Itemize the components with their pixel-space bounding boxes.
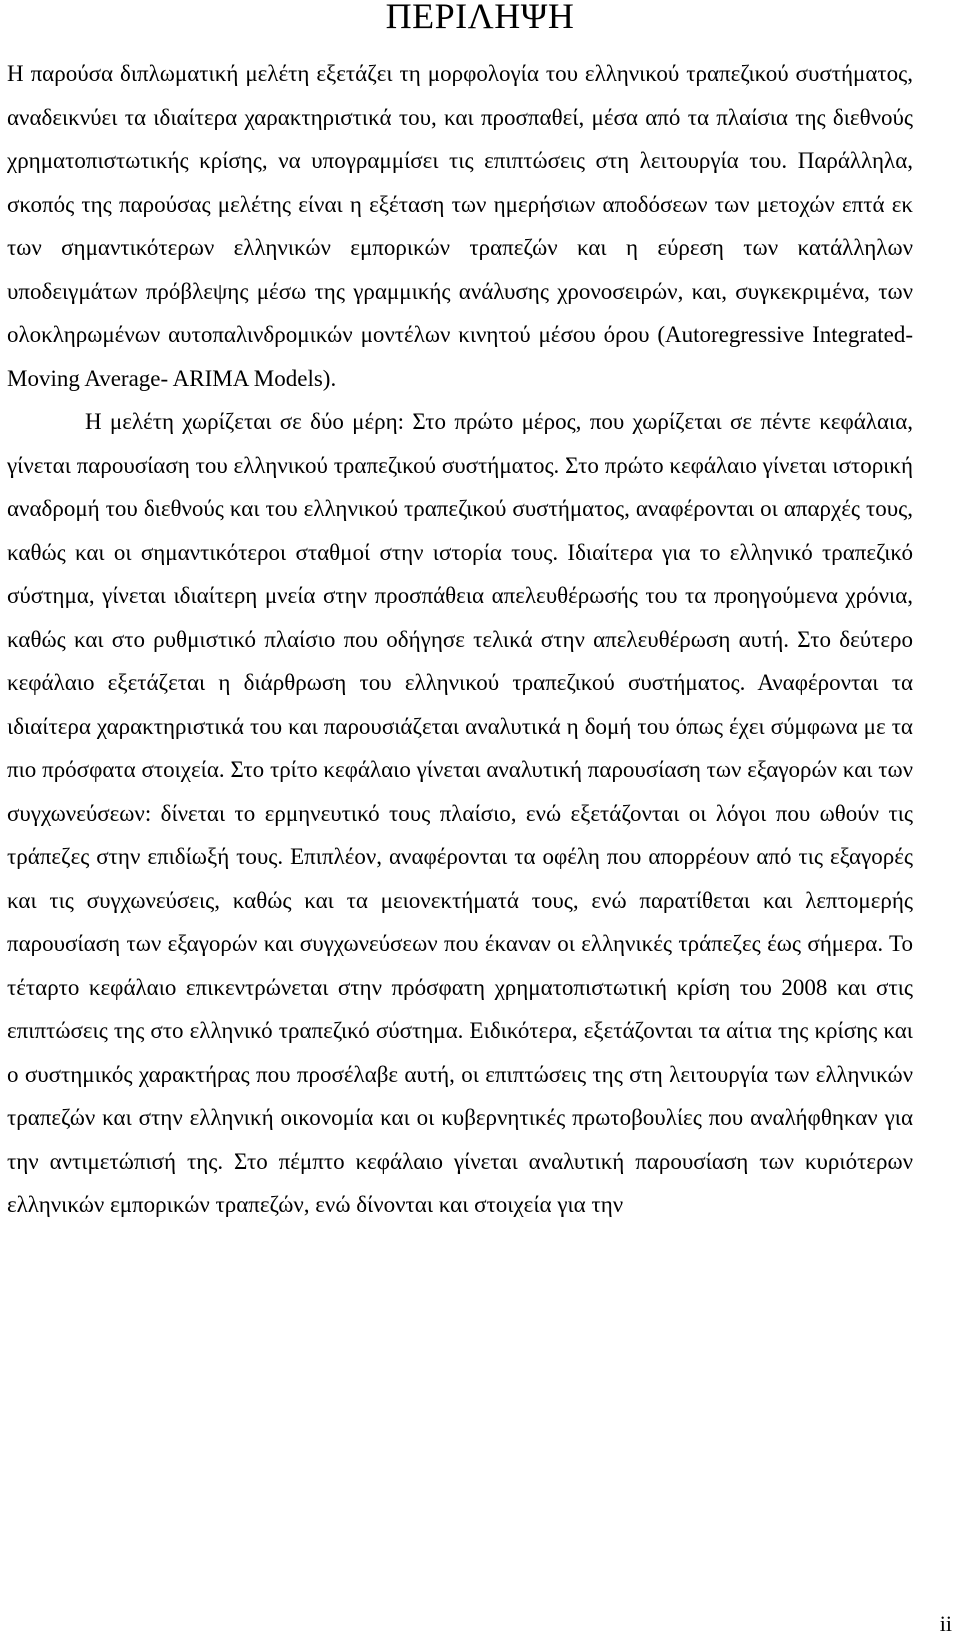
abstract-body bbox=[7, 52, 913, 1227]
abstract-paragraph-2: Η μελέτη χωρίζεται σε δύο μέρη: Στο πρώτο μέρος, που χωρίζεται σε πέντε κεφάλαια, γίνεται παρουσίαση του ελληνικού τραπεζικού συστήματος. Στο πρώτο κεφάλαιο γίνεται ιστορική αναδρομή του διεθνούς και του ελληνικού τραπεζικού συστήματος, αναφέρονται οι απαρχές τους, καθώς και οι σημαντικότεροι σταθμοί στην ιστορία τους. Ιδιαίτερα για το ελληνικό τραπεζικό σύστημα, γίνεται ιδιαίτερη μνεία στην προσπάθεια απελευθέρωσής του τα προηγούμενα χρόνια, καθώς και στο ρυθμιστικό πλαίσιο που οδήγησε τελικά στην απελευθέρωση αυτή. Στο δεύτερο κεφάλαιο εξετάζεται η διάρθρωση του ελληνικού τραπεζικού συστήματος. Αναφέρονται τα ιδιαίτερα χαρακτηριστικά του και παρουσιάζεται αναλυτικά η δομή του όπως έχει σύμφωνα με τα πιο πρόσφατα στοιχεία. Στο τρίτο κεφάλαιο γίνεται αναλυτική παρουσίαση των εξαγορών και των συγχωνεύσεων: δίνεται το ερμηνευτικό τους πλαίσιο, ενώ εξετάζονται οι λόγοι που ωθούν τις τράπεζες στην επιδίωξή τους. Επιπλέον, αναφέρονται τα οφέλη που απορρέουν από τις εξαγορές και τις συγχωνεύσεις, καθώς και τα μειονεκτήματά τους, ενώ παρατίθεται και λεπτομερής παρουσίαση των εξαγορών και συγχωνεύσεων που έκαναν οι ελληνικές τράπεζες έως σήμερα. Το τέταρτο κεφάλαιο επικεντρώνεται στην πρόσφατη χρηματοπιστωτική κρίση του 2008 και στις επιπτώσεις της στο ελληνικό τραπεζικό σύστημα. Ειδικότερα, εξετάζονται τα αίτια της κρίσης και ο συστημικός χαρακτήρας που προσέλαβε αυτή, οι επιπτώσεις της στη λειτουργία των ελληνικών τραπεζών και στην ελληνική οικονομία και οι κυβερνητικές πρωτοβουλίες που αναλήφθηκαν για την αντιμετώπισή της. Στο πέμπτο κεφάλαιο γίνεται αναλυτική παρουσίαση των κυριότερων ελληνικών εμπορικών τραπεζών, ενώ δίνονται και στοιχεία για την bbox=[7, 409, 913, 1217]
page-number: ii bbox=[939, 1611, 952, 1636]
page-title: ΠΕΡΙΛΗΨΗ bbox=[385, 0, 575, 36]
abstract-paragraph-1: Η παρούσα διπλωματική μελέτη εξετάζει τη μορφολογία του ελληνικού τραπεζικού συστήματος, αναδεικνύει τα ιδιαίτερα χαρακτηριστικά του, και προσπαθεί, μέσα από τα πλαίσια της διεθνούς χρηματοπιστωτικής κρίσης, να υπογραμμίσει τις επιπτώσεις στη λειτουργία του. Παράλληλα, σκοπός της παρούσας μελέτης είναι η εξέταση των ημερήσιων αποδόσεων των μετοχών επτά εκ των σημαντικότερων ελληνικών εμπορικών τραπεζών και η εύρεση των κατάλληλων υποδειγμάτων πρόβλεψης μέσω της γραμμικής ανάλυσης χρονοσειρών, και, συγκεκριμένα, των ολοκληρωμένων αυτοπαλινδρομικών μοντέλων κινητού μέσου όρου (Autoregressive Integrated-Moving Average- ARIMA Models). bbox=[7, 61, 913, 391]
